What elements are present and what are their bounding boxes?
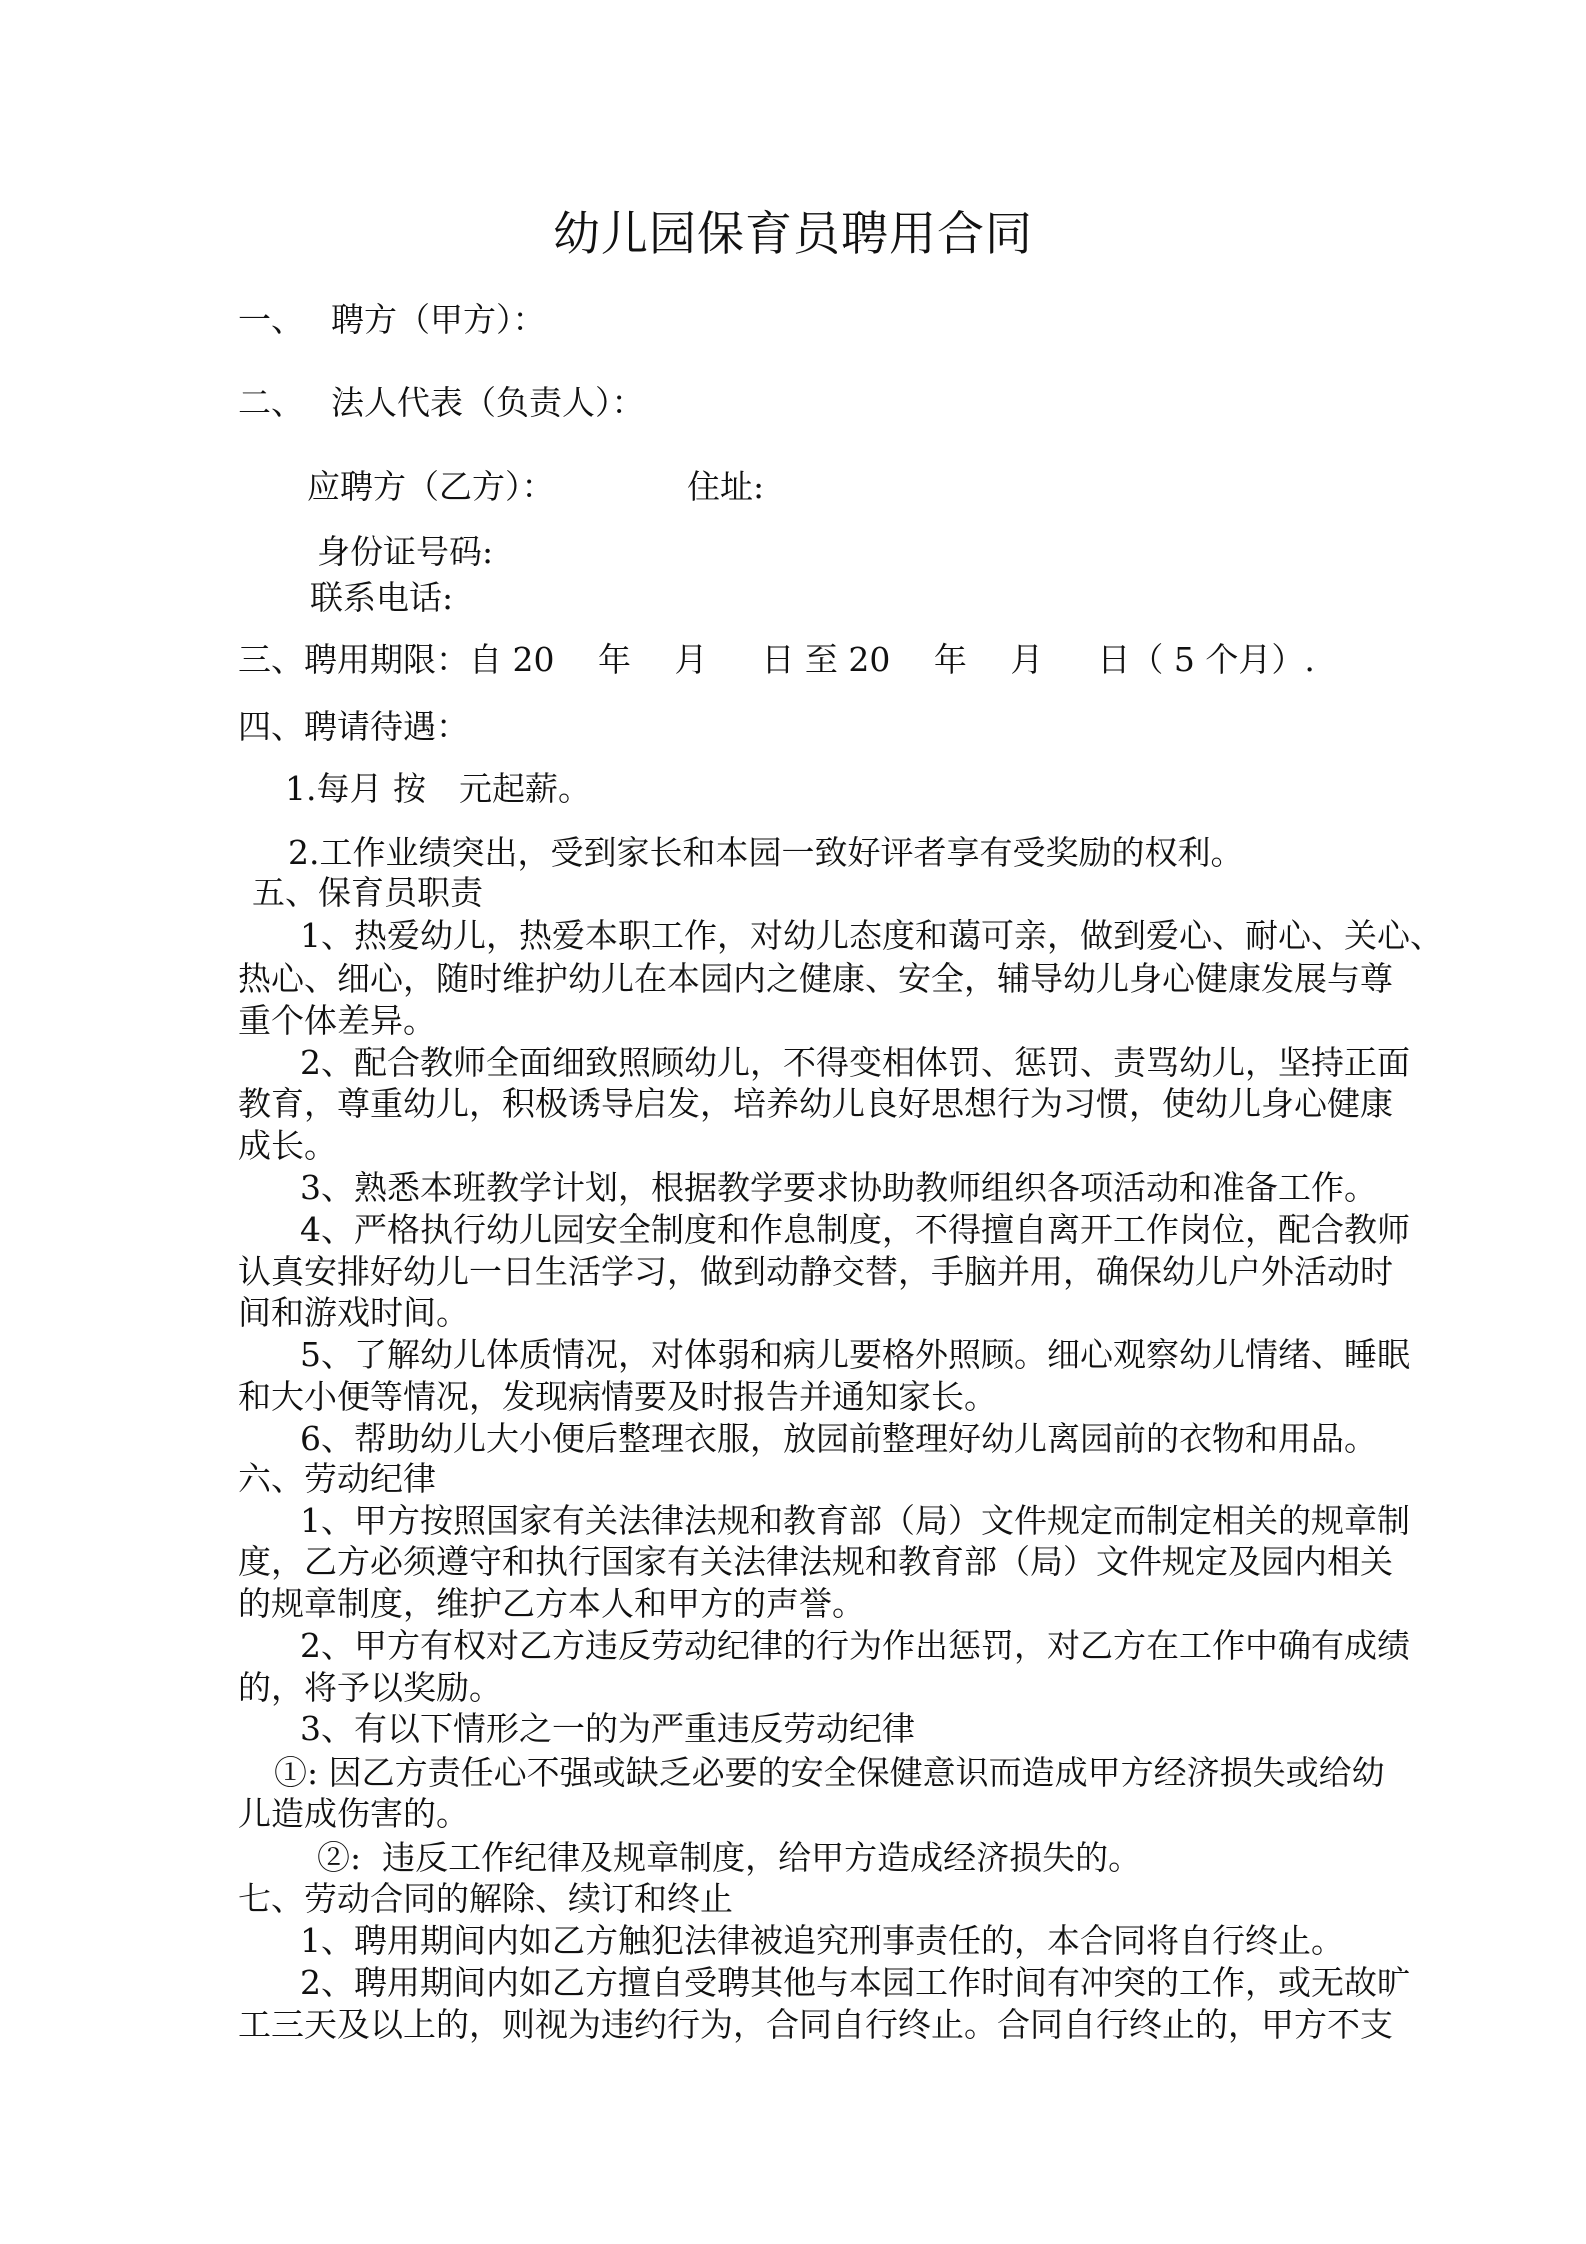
body-line: 的规章制度，维护乙方本人和甲方的声誉。 — [238, 1584, 865, 1623]
legal-representative-label: 法人代表（负责人）： — [331, 383, 645, 422]
body-line: 4、严格执行幼儿园安全制度和作息制度，不得擅自离开工作岗位，配合教师 — [300, 1210, 1410, 1249]
treatment-heading: 四、聘请待遇： — [238, 707, 469, 746]
section-heading: 五、保育员职责 — [252, 873, 483, 912]
body-line: 1、甲方按照国家有关法律法规和教育部（局）文件规定而制定相关的规章制 — [300, 1501, 1410, 1540]
body-line: 重个体差异。 — [238, 1001, 436, 1040]
body-line: 的，将予以奖励。 — [238, 1668, 502, 1707]
phone-label: 联系电话: — [310, 578, 454, 617]
treatment-item-1: 1.每月 按 元起薪。 — [285, 769, 591, 808]
section-heading: 七、劳动合同的解除、续订和终止 — [238, 1879, 733, 1918]
body-line: 教育，尊重幼儿，积极诱导启发，培养幼儿良好思想行为习惯，使幼儿身心健康 — [238, 1084, 1393, 1123]
body-line: 1、聘用期间内如乙方触犯法律被追究刑事责任的，本合同将自行终止。 — [300, 1921, 1344, 1960]
body-line: 6、帮助幼儿大小便后整理衣服，放园前整理好幼儿离园前的衣物和用品。 — [300, 1419, 1377, 1458]
body-line: 2、聘用期间内如乙方擅自受聘其他与本园工作时间有冲突的工作，或无故旷 — [300, 1963, 1410, 2002]
employer-label: 聘方（甲方）： — [331, 300, 546, 339]
id-number-label: 身份证号码: — [317, 532, 494, 571]
item-number-1: 一、 — [238, 300, 304, 339]
applicant-label: 应聘方（乙方）： — [307, 467, 555, 506]
body-line: 2、甲方有权对乙方违反劳动纪律的行为作出惩罚，对乙方在工作中确有成绩 — [300, 1626, 1410, 1665]
body-line: ①: 因乙方责任心不强或缺乏必要的安全保健意识而造成甲方经济损失或给幼 — [274, 1753, 1385, 1792]
body-line: 和大小便等情况，发现病情要及时报告并通知家长。 — [238, 1377, 997, 1416]
body-line: 工三天及以上的，则视为违约行为，合同自行终止。合同自行终止的，甲方不支 — [238, 2005, 1393, 2044]
section-heading: 六、劳动纪律 — [238, 1459, 436, 1498]
body-line: 成长。 — [238, 1126, 337, 1165]
item-number-2: 二、 — [238, 383, 304, 422]
body-line: 2、配合教师全面细致照顾幼儿，不得变相体罚、惩罚、责骂幼儿，坚持正面 — [300, 1043, 1410, 1082]
body-line: 间和游戏时间。 — [238, 1293, 469, 1332]
body-line: 认真安排好幼儿一日生活学习，做到动静交替，手脑并用，确保幼儿户外活动时 — [238, 1252, 1393, 1291]
body-line: ②: 违反工作纪律及规章制度，给甲方造成经济损失的。 — [317, 1838, 1142, 1877]
body-line: 3、有以下情形之一的为严重违反劳动纪律 — [300, 1709, 915, 1748]
body-line: 度，乙方必须遵守和执行国家有关法律法规和教育部（局）文件规定及园内相关 — [238, 1542, 1393, 1581]
document-title: 幼儿园保育员聘用合同 — [553, 207, 1033, 262]
body-line: 5、了解幼儿体质情况，对体弱和病儿要格外照顾。细心观察幼儿情绪、睡眠 — [300, 1335, 1410, 1374]
body-line: 1、热爱幼儿，热爱本职工作，对幼儿态度和蔼可亲，做到爱心、耐心、关心、 — [300, 916, 1443, 955]
body-line: 儿造成伤害的。 — [238, 1794, 469, 1833]
address-label: 住址: — [687, 467, 765, 506]
body-line: 热心、细心，随时维护幼儿在本园内之健康、安全，辅导幼儿身心健康发展与尊 — [238, 959, 1393, 998]
employment-term: 三、聘用期限：自 20 年 月 日 至 20 年 月 日（ 5 个月）. — [238, 640, 1315, 679]
body-line: 3、熟悉本班教学计划，根据教学要求协助教师组织各项活动和准备工作。 — [300, 1168, 1377, 1207]
treatment-item-2: 2.工作业绩突出，受到家长和本园一致好评者享有受奖励的权利。 — [288, 833, 1244, 872]
